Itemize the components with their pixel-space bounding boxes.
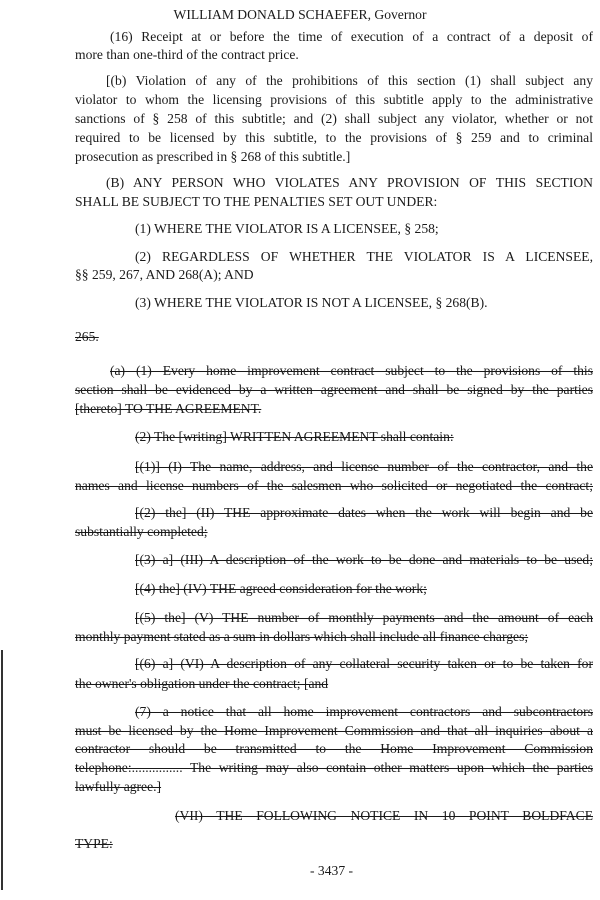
- text-line: SHALL BE SUBJECT TO THE PENALTIES SET OUT UNDER:: [75, 194, 438, 209]
- struck-line: contractor should be transmitted to the Home Improvement Commission: [75, 741, 593, 756]
- text-line: (1) WHERE THE VIOLATOR IS A LICENSEE, § 258;: [135, 221, 439, 236]
- struck-line: monthly payment stated as a sum in dollars which shall include all finance charges;: [75, 629, 529, 644]
- struck-line: (2) The [writing] WRITTEN AGREEMENT shall contain:: [135, 429, 454, 444]
- struck-line: telephone:............... The writing may also contain other matters upon which the parties: [75, 760, 593, 775]
- struck-line: [thereto] TO THE AGREEMENT.: [75, 401, 262, 416]
- text-line: [(b) Violation of any of the prohibitions of this section (1) shall subject any: [106, 73, 593, 88]
- struck-line: the owner's obligation under the contract; [and: [75, 676, 329, 691]
- text-line: violator to whom the licensing provisions of this subtitle apply to the administrative: [75, 92, 593, 107]
- text-line: (3) WHERE THE VIOLATOR IS NOT A LICENSEE, § 268(B).: [135, 295, 488, 310]
- text-line: (B) ANY PERSON WHO VIOLATES ANY PROVISION OF THIS SECTION: [106, 175, 593, 190]
- text-line: §§ 259, 267, AND 268(A); AND: [75, 267, 254, 282]
- text-line: required to be licensed by this subtitle, to the provisions of § 259 and to criminal: [75, 130, 593, 145]
- page-number: - 3437 -: [310, 863, 354, 878]
- text-line: (16) Receipt at or before the time of execution of a contract of a deposit of: [110, 29, 593, 44]
- struck-line: substantially completed;: [75, 524, 208, 539]
- struck-line: must be licensed by the Home Improvement Commission and that all inquiries about a: [75, 723, 593, 738]
- section-number: 265.: [75, 329, 99, 344]
- struck-line: [(2) the] (II) THE approximate dates when the work will begin and be: [135, 505, 593, 520]
- struck-line: [(4) the] (IV) THE agreed consideration for the work;: [135, 581, 427, 596]
- struck-line: [(1)] (I) The name, address, and license number of the contractor, and the: [135, 459, 593, 474]
- struck-line: [(5) the] (V) THE number of monthly payments and the amount of each: [135, 610, 593, 625]
- scan-edge-line: [1, 650, 3, 890]
- text-line: prosecution as prescribed in § 268 of this subtitle.]: [75, 149, 351, 164]
- struck-line: section shall be evidenced by a written agreement and shall be signed by the parties: [75, 382, 593, 397]
- struck-line: TYPE:: [75, 836, 113, 851]
- text-line: sanctions of § 258 of this subtitle; and (2) shall subject any violator, whether or not: [75, 111, 593, 126]
- struck-line: [(6) a] (VI) A description of any collateral security taken or to be taken for: [135, 656, 593, 671]
- struck-line: (a) (1) Every home improvement contract subject to the provisions of this: [110, 363, 593, 378]
- struck-line: [(3) a] (III) A description of the work to be done and materials to be used;: [135, 552, 593, 567]
- struck-line: lawfully agree.]: [75, 779, 162, 794]
- text-line: (2) REGARDLESS OF WHETHER THE VIOLATOR IS A LICENSEE,: [135, 249, 593, 264]
- struck-line: (VII) THE FOLLOWING NOTICE IN 10 POINT BOLDFACE: [175, 808, 593, 823]
- text-line: more than one-third of the contract price.: [75, 47, 299, 62]
- running-header: WILLIAM DONALD SCHAEFER, Governor: [173, 7, 427, 22]
- struck-line: names and license numbers of the salesmen who solicited or negotiated the contract;: [75, 478, 593, 493]
- struck-line: (7) a notice that all home improvement contractors and subcontractors: [135, 704, 593, 719]
